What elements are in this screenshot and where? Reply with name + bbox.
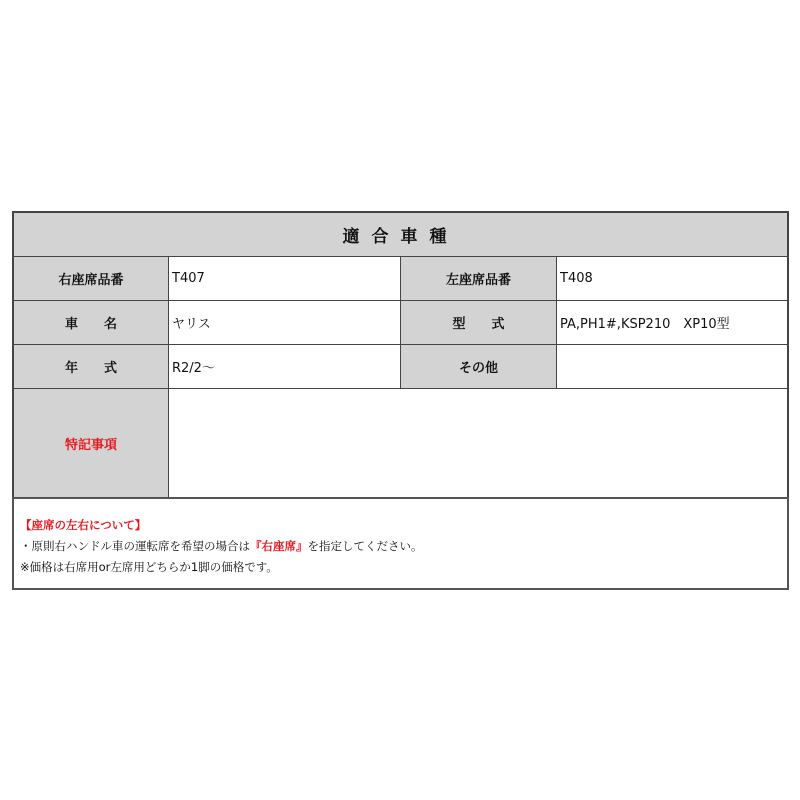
notes-line-1-highlight: 『右座席』 bbox=[250, 539, 308, 553]
left-seat-value: T408 bbox=[556, 256, 789, 301]
right-seat-value: T407 bbox=[168, 256, 401, 301]
special-notes-label: 特記事項 bbox=[12, 388, 169, 498]
seat-notes bbox=[12, 497, 789, 590]
car-name-label: 車 名 bbox=[12, 300, 169, 345]
left-seat-label: 左座席品番 bbox=[400, 256, 557, 301]
model-label: 型 式 bbox=[400, 300, 557, 345]
year-value: R2/2～ bbox=[168, 344, 401, 389]
year-label: 年 式 bbox=[12, 344, 169, 389]
table-title: 適合車種 bbox=[12, 211, 789, 257]
notes-line-1-prefix: ・原則右ハンドル車の運転席を希望の場合は bbox=[20, 539, 250, 553]
special-notes-value bbox=[168, 388, 789, 498]
notes-heading: 【座席の左右について】 bbox=[20, 518, 147, 532]
notes-line-2: ※価格は右席用or左席用どちらか1脚の価格です。 bbox=[20, 560, 278, 574]
other-label: その他 bbox=[400, 344, 557, 389]
notes-line-1 bbox=[20, 536, 787, 557]
notes-line-1-suffix: を指定してください。 bbox=[307, 539, 423, 553]
model-value: PA,PH1#,KSP210 XP10型 bbox=[556, 300, 789, 345]
car-name-value: ヤリス bbox=[168, 300, 401, 345]
other-value bbox=[556, 344, 789, 389]
right-seat-label: 右座席品番 bbox=[12, 256, 169, 301]
